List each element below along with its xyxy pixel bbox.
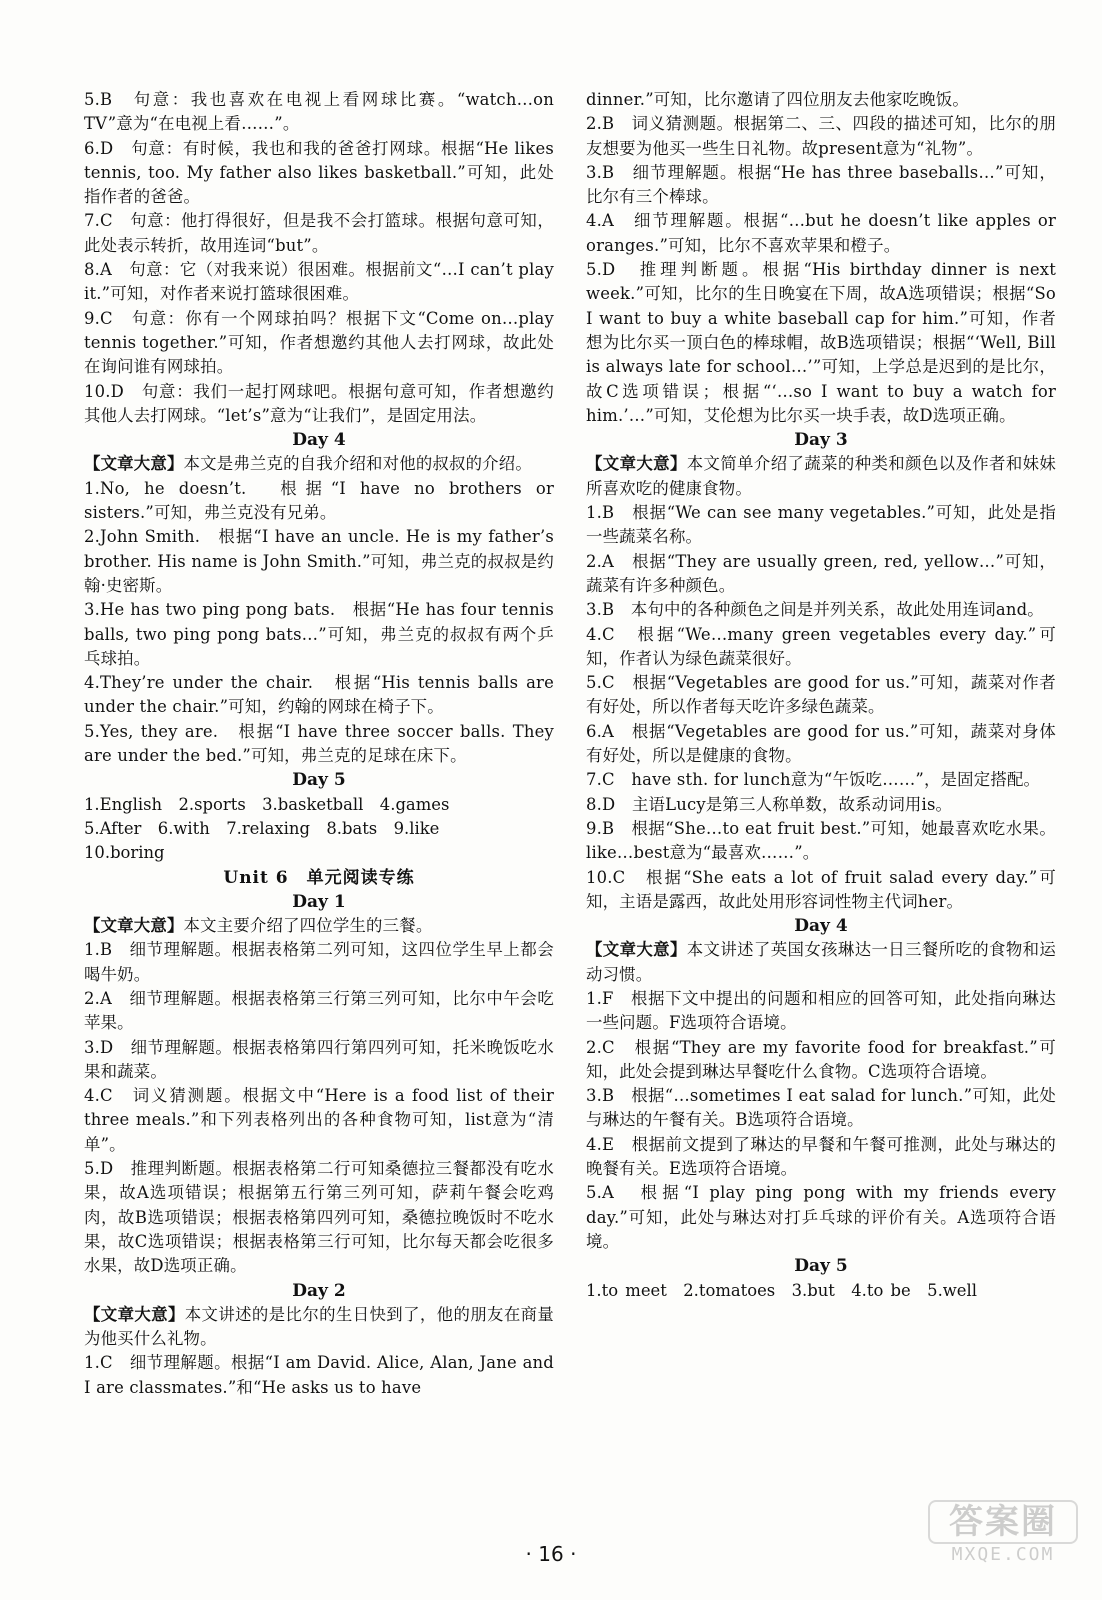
watermark-title: 答案圈 (928, 1500, 1078, 1544)
summary-tag: 【文章大意】 (84, 454, 184, 474)
day-heading: Day 2 (292, 1280, 346, 1301)
left-column (84, 88, 554, 1400)
answer-item: 4.C 词义猜测题。根据文中“Here is a food list of their three meals.”和下列表格列出的各种食物可知，list意为“清单”。 (84, 1086, 554, 1154)
answer-item: 5.C 根据“Vegetables are good for us.”可知，蔬菜对作者有好处，所以作者每天吃许多绿色蔬菜。 (586, 673, 1056, 717)
answer-item: 5.B 句意：我也喜欢在电视上看网球比赛。“watch…on TV”意为“在电视上看……”。 (84, 90, 554, 134)
answer-item: 4.They’re under the chair. 根据“His tennis balls are under the chair.”可知，约翰的网球在椅子下。 (84, 673, 554, 717)
answer-item: 1.B 根据“We can see many vegetables.”可知，此处是指一些蔬菜名称。 (586, 503, 1056, 547)
day-heading: Day 5 (292, 770, 346, 791)
summary-tag: 【文章大意】 (586, 454, 687, 474)
summary-paragraph (586, 938, 1056, 987)
answer-item: 9.B 根据“She…to eat fruit best.”可知，她最喜欢吃水果。like…best意为“最喜欢……”。 (586, 818, 1056, 863)
answer-item: 1.F 根据下文中提出的问题和相应的回答可知，此处指向琳达一些问题。F选项符合语境。 (586, 988, 1056, 1033)
day-heading: Day 3 (794, 430, 848, 451)
summary-paragraph (586, 452, 1056, 501)
answer-item: 4.E 根据前文提到了琳达的早餐和午餐可推测，此处与琳达的晚餐有关。E选项符合语境。 (586, 1134, 1056, 1179)
unit-heading: Unit 6 单元阅读专练 (223, 867, 415, 888)
day-heading: Day 4 (292, 430, 346, 451)
summary-paragraph (84, 914, 554, 938)
day-heading: Day 4 (794, 916, 848, 937)
watermark-url: MXQE.COM (951, 1544, 1055, 1565)
answer-item: 5.Yes, they are. 根据“I have three soccer balls. They are under the bed.”可知，弗兰克的足球在床下。 (84, 721, 554, 766)
answer-item: 2.A 细节理解题。根据表格第三行第三列可知，比尔中午会吃苹果。 (84, 988, 554, 1033)
answer-item: 1.C 细节理解题。根据“I am David. Alice, Alan, Jane and I are classmates.”和“He asks us to have (84, 1353, 554, 1397)
answer-item: 10.D 句意：我们一起打网球吧。根据句意可知，作者想邀约其他人去打网球。“let’s”意为“让我们”，是固定用法。 (84, 381, 554, 425)
answer-item: 2.C 根据“They are my favorite food for breakfast.”可知，此处会提到琳达早餐吃什么食物。C选项符合语境。 (586, 1037, 1056, 1081)
answer-item: 3.B 细节理解题。根据“He has three baseballs…”可知，比尔有三个棒球。 (586, 162, 1056, 207)
answer-item: 3.D 细节理解题。根据表格第四行第四列可知，托米晚饭吃水果和蔬菜。 (84, 1037, 554, 1081)
answer-item: 2.B 词义猜测题。根据第二、三、四段的描述可知，比尔的朋友想要为他买一些生日礼物。故present意为“礼物”。 (586, 114, 1056, 158)
answer-item: 8.D 主语Lucy是第三人称单数，故系动词用is。 (586, 794, 953, 814)
answer-item: 3.B 本句中的各种颜色之间是并列关系，故此处用连词and。 (586, 600, 1044, 620)
answer-item: 5.D 推理判断题。根据表格第二行可知桑德拉三餐都没有吃水果，故A选项错误；根据第五行第三列可知，萨莉午餐会吃鸡肉，故B选项错误；根据表格第四列可知，桑德拉晚饭时不吃水果，故C选项错误；根据表格第三行可知，比尔每天都会吃很多水果，故D选项正确。 (84, 1159, 554, 1276)
answer-item: 10.C 根据“She eats a lot of fruit salad every day.”可知，主语是露西，故此处用形容词性物主代词her。 (586, 867, 1056, 911)
answer-item: 1.B 细节理解题。根据表格第二列可知，这四位学生早上都会喝牛奶。 (84, 940, 554, 984)
answer-item: 4.C 根据“We…many green vegetables every day.”可知，作者认为绿色蔬菜很好。 (586, 624, 1056, 668)
answer-item: dinner.”可知，比尔邀请了四位朋友去他家吃晚饭。 (586, 90, 969, 109)
answer-item: 6.D 句意：有时候，我也和我的爸爸打网球。根据“He likes tennis, too. My father also likes basketball.”可知，此处指作者的爸爸。 (84, 138, 554, 207)
summary-tag: 【文章大意】 (84, 916, 184, 936)
answer-item: 5.A 根据“I play ping pong with my friends every day.”可知，此处与琳达对打乒乓球的评价有关。A选项符合语境。 (586, 1183, 1056, 1251)
answer-item: 2.John Smith. 根据“I have an uncle. He is my father’s brother. His name is John Smith.”可知，弗兰克的叔叔是约翰·史密斯。 (84, 527, 554, 595)
answer-line: 5.After 6.with 7.relaxing 8.bats 9.like (84, 818, 440, 838)
day-heading: Day 1 (292, 891, 346, 912)
answer-line: 1.English 2.sports 3.basketball 4.games (84, 794, 450, 814)
summary-text: 本文讲述了英国女孩琳达一日三餐所吃的食物和运动习惯。 (586, 940, 1056, 984)
summary-text: 本文讲述的是比尔的生日快到了，他的朋友在商量为他买什么礼物。 (84, 1304, 554, 1349)
answer-line: 10.boring (84, 843, 165, 863)
answer-item: 4.A 细节理解题。根据“…but he doesn’t like apples or oranges.”可知，比尔不喜欢苹果和橙子。 (586, 211, 1056, 255)
page-number: · 16 · (525, 1542, 577, 1566)
answer-item: 5.D 推理判断题。根据“His birthday dinner is next week.”可知，比尔的生日晚宴在下周，故A选项错误；根据“So I want to buy a white baseball cap for him.”可知，作者想为比尔买一顶白色的棒球帽，故B选项错误；根据“‘Well, Bill is always late for school…’”可知，上学总是迟到的是比尔，故C选项错误；根据“‘…so I want to buy a watch for him.’…”可知，艾伦想为比尔买一块手表，故D选项正确。 (586, 260, 1056, 425)
summary-paragraph (84, 1303, 554, 1352)
answer-item: 2.A 根据“They are usually green, red, yellow…”可知，蔬菜有许多种颜色。 (586, 551, 1056, 595)
answer-line: 1.to meet 2.tomatoes 3.but 4.to be 5.well (586, 1280, 977, 1300)
answer-item: 6.A 根据“Vegetables are good for us.”可知，蔬菜对身体有好处，所以是健康的食物。 (586, 721, 1056, 766)
right-column (586, 88, 1056, 1303)
watermark-logo (928, 1500, 1078, 1570)
summary-text: 本文是弗兰克的自我介绍和对他的叔叔的介绍。 (183, 454, 532, 474)
answer-item: 1.No, he doesn’t. 根据“I have no brothers or sisters.”可知，弗兰克没有兄弟。 (84, 478, 554, 523)
answer-item: 9.C 句意：你有一个网球拍吗？根据下文“Come on…play tennis together.”可知，作者想邀约其他人去打网球，故此处在询问谁有网球拍。 (84, 308, 554, 377)
answer-item: 3.He has two ping pong bats. 根据“He has four tennis balls, two ping pong bats…”可知，弗兰克的叔叔有两个乒乓球拍。 (84, 600, 554, 668)
summary-tag: 【文章大意】 (586, 940, 687, 960)
answer-item: 7.C 句意：他打得很好，但是我不会打篮球。根据句意可知，此处表示转折，故用连词“but”。 (84, 211, 554, 255)
summary-paragraph (84, 452, 554, 476)
answer-item: 8.A 句意：它（对我来说）很困难。根据前文“…I can’t play it.”可知，对作者来说打篮球很困难。 (84, 260, 554, 304)
summary-tag: 【文章大意】 (84, 1304, 185, 1324)
answer-item: 7.C have sth. for lunch意为“午饭吃……”，是固定搭配。 (586, 770, 1041, 790)
answer-item: 3.B 根据“…sometimes I eat salad for lunch.”可知，此处与琳达的午餐有关。B选项符合语境。 (586, 1086, 1056, 1130)
summary-text: 本文主要介绍了四位学生的三餐。 (183, 916, 433, 936)
day-heading: Day 5 (794, 1256, 848, 1277)
summary-text: 本文简单介绍了蔬菜的种类和颜色以及作者和妹妹所喜欢吃的健康食物。 (586, 454, 1056, 498)
